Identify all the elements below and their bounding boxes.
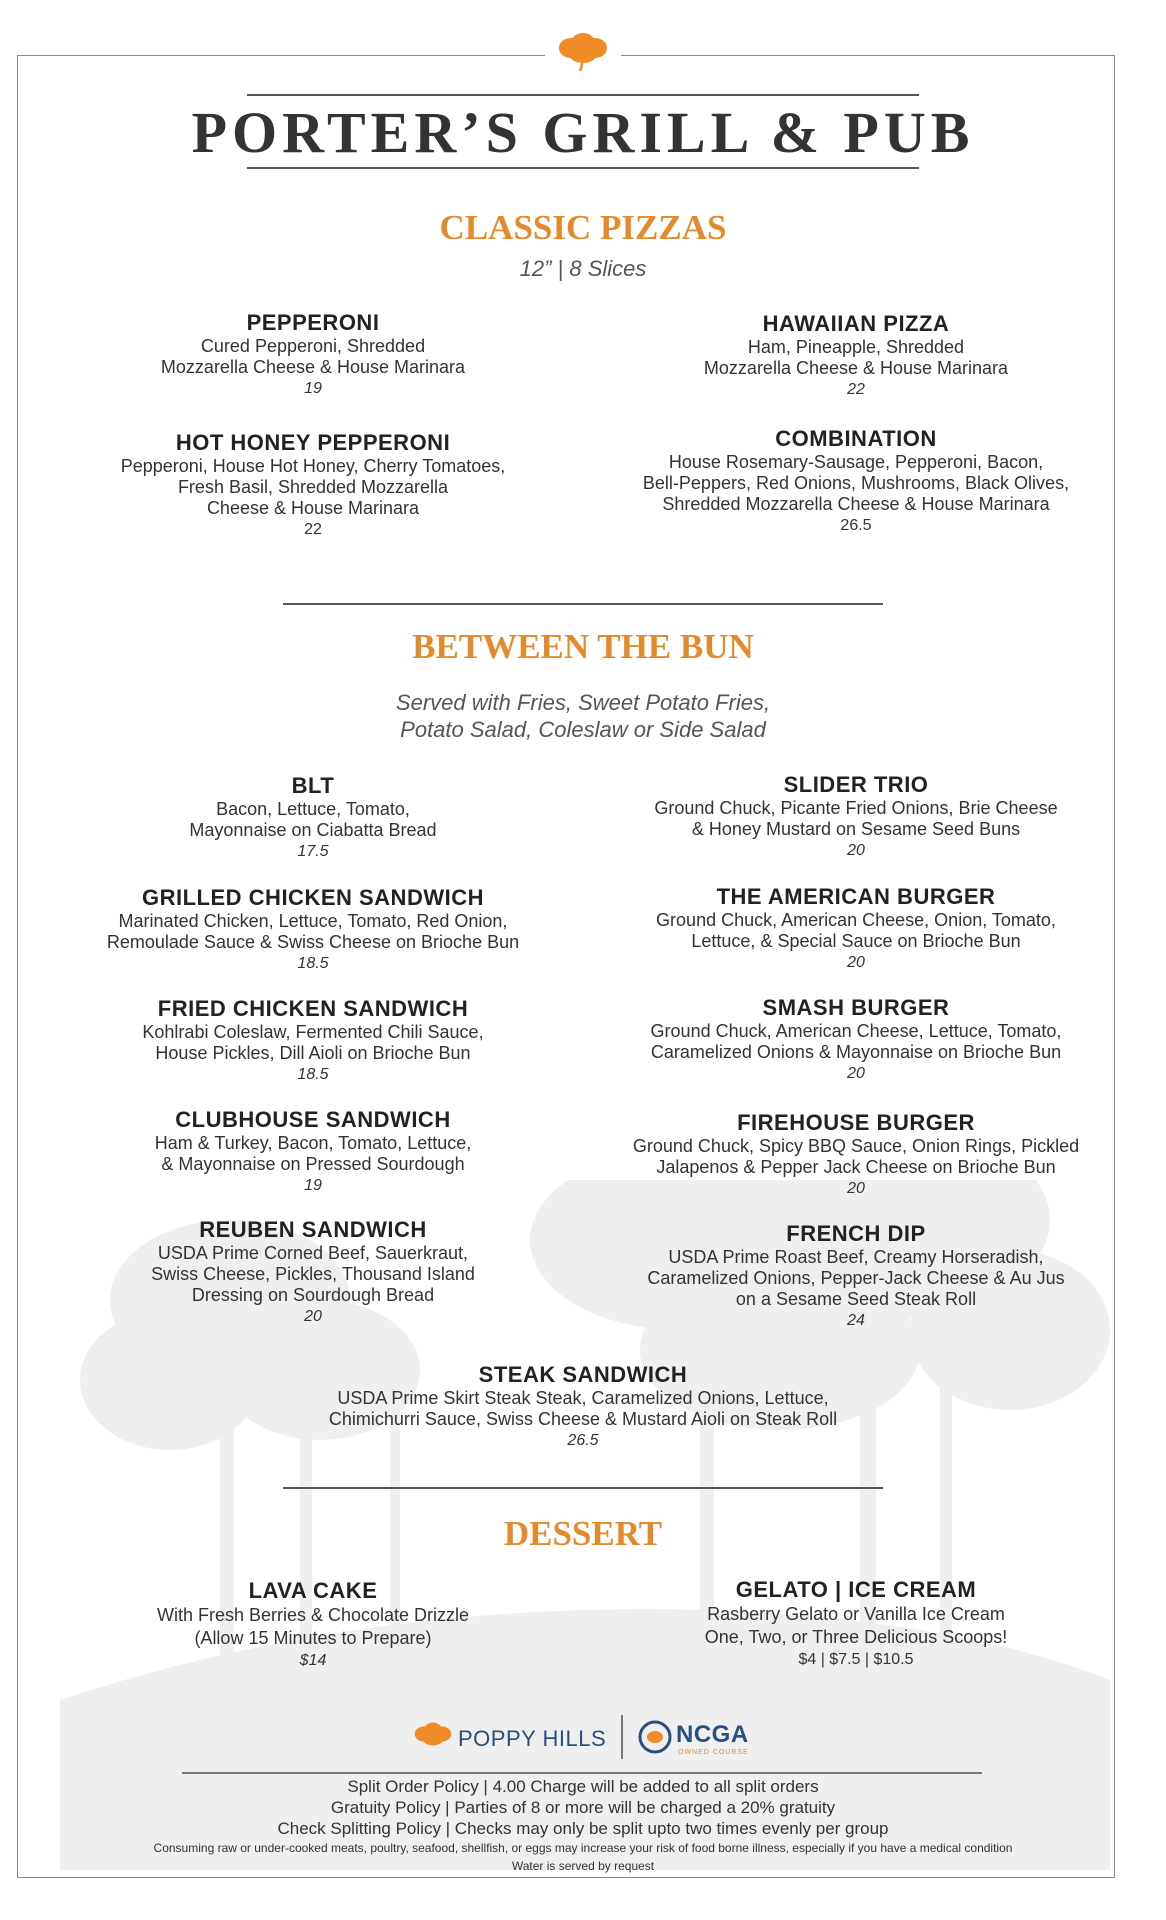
menu-item bbox=[576, 772, 1136, 862]
title-rule-bottom bbox=[247, 167, 919, 169]
item-price: $4 | $7.5 | $10.5 bbox=[798, 1651, 914, 1668]
policies bbox=[0, 1776, 1166, 1875]
bun-subtitle-line2: Potato Salad, Coleslaw or Side Salad bbox=[400, 717, 766, 742]
item-name: FRENCH DIP bbox=[786, 1221, 926, 1246]
item-price: $14 bbox=[299, 1652, 327, 1669]
item-description: Ham & Turkey, Bacon, Tomato, Lettuce, & Mayonnaise on Pressed Sourdough bbox=[154, 1133, 472, 1174]
menu-item bbox=[576, 426, 1136, 537]
consumer-advisory: Consuming raw or under-cooked meats, poultry, seafood, shellfish, or eggs may increase your risk of food borne illness, especially if you have a medical condition bbox=[153, 1841, 1013, 1855]
item-price: 18.5 bbox=[297, 955, 329, 972]
item-name: FIREHOUSE BURGER bbox=[737, 1110, 975, 1135]
item-price: 18.5 bbox=[297, 1066, 329, 1083]
water-note: Water is served by request bbox=[511, 1859, 655, 1873]
item-name: PEPPERONI bbox=[246, 310, 380, 335]
item-description: Ground Chuck, Picante Fried Onions, Brie Cheese & Honey Mustard on Sesame Seed Buns bbox=[654, 798, 1058, 839]
item-name: LAVA CAKE bbox=[248, 1578, 378, 1603]
menu-item bbox=[33, 885, 593, 975]
policy-rule bbox=[182, 1772, 982, 1774]
item-description: Marinated Chicken, Lettuce, Tomato, Red Onion, Remoulade Sauce & Swiss Cheese on Brioche Bun bbox=[106, 911, 520, 952]
menu-item bbox=[33, 430, 593, 541]
item-price: 17.5 bbox=[297, 843, 329, 860]
ncga-logo-subtext: OWNED COURSE bbox=[678, 1749, 749, 1756]
restaurant-title: PORTER’S GRILL & PUB bbox=[191, 100, 975, 165]
item-name: HAWAIIAN PIZZA bbox=[762, 311, 950, 336]
menu-item bbox=[576, 995, 1136, 1085]
item-name: BLT bbox=[291, 773, 335, 798]
item-description: Ground Chuck, Spicy BBQ Sauce, Onion Rings, Pickled Jalapenos & Pepper Jack Cheese on Brioche Bun bbox=[632, 1136, 1080, 1177]
item-name: SMASH BURGER bbox=[762, 995, 950, 1020]
title-rule-top bbox=[247, 94, 919, 96]
gratuity-policy: Gratuity Policy | Parties of 8 or more will be charged a 20% gratuity bbox=[330, 1798, 836, 1817]
poppy-flower-icon bbox=[558, 32, 608, 72]
ncga-logo-text: NCGA bbox=[676, 1721, 749, 1748]
menu-item bbox=[33, 1107, 593, 1197]
brand-logos bbox=[0, 1715, 1166, 1761]
item-price: 22 bbox=[304, 521, 322, 538]
item-description: USDA Prime Roast Beef, Creamy Horseradish, Caramelized Onions, Pepper-Jack Cheese & Au Jus on a Sesame Seed Steak Roll bbox=[647, 1247, 1065, 1309]
item-price: 26.5 bbox=[840, 517, 872, 534]
section-title-pizzas: CLASSIC PIZZAS bbox=[439, 208, 727, 247]
item-name: SLIDER TRIO bbox=[783, 772, 929, 797]
item-price: 22 bbox=[847, 381, 865, 398]
menu-item bbox=[576, 1221, 1136, 1332]
item-price: 19 bbox=[304, 1177, 322, 1194]
poppy-hills-logo-icon bbox=[414, 1721, 452, 1753]
item-description: USDA Prime Corned Beef, Sauerkraut, Swiss Cheese, Pickles, Thousand Island Dressing on Sourdough Bread bbox=[151, 1243, 475, 1305]
item-description: Kohlrabi Coleslaw, Fermented Chili Sauce, House Pickles, Dill Aioli on Brioche Bun bbox=[142, 1022, 484, 1063]
split-order-policy: Split Order Policy | 4.00 Charge will be added to all split orders bbox=[347, 1777, 819, 1796]
item-description: House Rosemary-Sausage, Pepperoni, Bacon, Bell-Peppers, Red Onions, Mushrooms, Black Olives, Shredded Mozzarella Cheese & House Marinara bbox=[642, 452, 1070, 514]
item-description: Ham, Pineapple, Shredded Mozzarella Cheese & House Marinara bbox=[703, 337, 1009, 378]
menu-item bbox=[33, 1217, 593, 1328]
item-price: 20 bbox=[847, 842, 865, 859]
item-description: Rasberry Gelato or Vanilla Ice Cream One, Two, or Three Delicious Scoops! bbox=[704, 1604, 1008, 1647]
item-price: 26.5 bbox=[567, 1432, 599, 1449]
item-name: THE AMERICAN BURGER bbox=[716, 884, 996, 909]
item-price: 20 bbox=[847, 1065, 865, 1082]
check-splitting-policy: Check Splitting Policy | Checks may only be split upto two times evenly per group bbox=[277, 1819, 889, 1838]
section-title-bun: BETWEEN THE BUN bbox=[412, 627, 754, 666]
menu-item bbox=[576, 884, 1136, 974]
brand-separator bbox=[621, 1715, 623, 1759]
menu-item bbox=[576, 311, 1136, 401]
item-name: COMBINATION bbox=[775, 426, 937, 451]
menu-item bbox=[576, 1110, 1136, 1200]
item-description: With Fresh Berries & Chocolate Drizzle (Allow 15 Minutes to Prepare) bbox=[156, 1605, 470, 1648]
item-name: REUBEN SANDWICH bbox=[199, 1217, 427, 1242]
item-name: CLUBHOUSE SANDWICH bbox=[175, 1107, 451, 1132]
item-name: FRIED CHICKEN SANDWICH bbox=[157, 996, 469, 1021]
item-name: STEAK SANDWICH bbox=[478, 1362, 688, 1387]
item-price: 24 bbox=[847, 1312, 865, 1329]
item-price: 20 bbox=[304, 1308, 322, 1325]
item-description: Pepperoni, House Hot Honey, Cherry Tomatoes, Fresh Basil, Shredded Mozzarella Cheese & House Marinara bbox=[120, 456, 506, 518]
ncga-emblem-icon bbox=[638, 1720, 672, 1754]
section-divider bbox=[283, 603, 883, 605]
menu-item bbox=[33, 773, 593, 863]
item-name: GELATO | ICE CREAM bbox=[735, 1577, 977, 1602]
menu-item bbox=[576, 1577, 1136, 1671]
item-description: Cured Pepperoni, Shredded Mozzarella Cheese & House Marinara bbox=[160, 336, 466, 377]
poppy-hills-logo-text: POPPY HILLS bbox=[458, 1726, 607, 1751]
item-name: HOT HONEY PEPPERONI bbox=[175, 430, 451, 455]
item-price: 20 bbox=[847, 1180, 865, 1197]
pizzas-subtitle: 12” | 8 Slices bbox=[519, 256, 647, 281]
item-description: Ground Chuck, American Cheese, Onion, Tomato, Lettuce, & Special Sauce on Brioche Bun bbox=[656, 910, 1056, 951]
item-price: 20 bbox=[847, 954, 865, 971]
item-name: GRILLED CHICKEN SANDWICH bbox=[142, 885, 484, 910]
section-divider bbox=[283, 1487, 883, 1489]
bun-subtitle-line1: Served with Fries, Sweet Potato Fries, bbox=[395, 690, 771, 715]
section-title-dessert: DESSERT bbox=[503, 1514, 663, 1553]
item-description: Ground Chuck, American Cheese, Lettuce, Tomato, Caramelized Onions & Mayonnaise on Brioche Bun bbox=[650, 1021, 1062, 1062]
menu-item bbox=[33, 996, 593, 1086]
item-description: Bacon, Lettuce, Tomato, Mayonnaise on Ciabatta Bread bbox=[189, 799, 437, 840]
menu-item bbox=[33, 1578, 593, 1672]
item-price: 19 bbox=[304, 380, 322, 397]
menu-item bbox=[233, 1362, 933, 1452]
item-description: USDA Prime Skirt Steak Steak, Caramelized Onions, Lettuce, Chimichurri Sauce, Swiss Cheese & Mustard Aioli on Steak Roll bbox=[328, 1388, 838, 1429]
menu-item bbox=[33, 310, 593, 400]
